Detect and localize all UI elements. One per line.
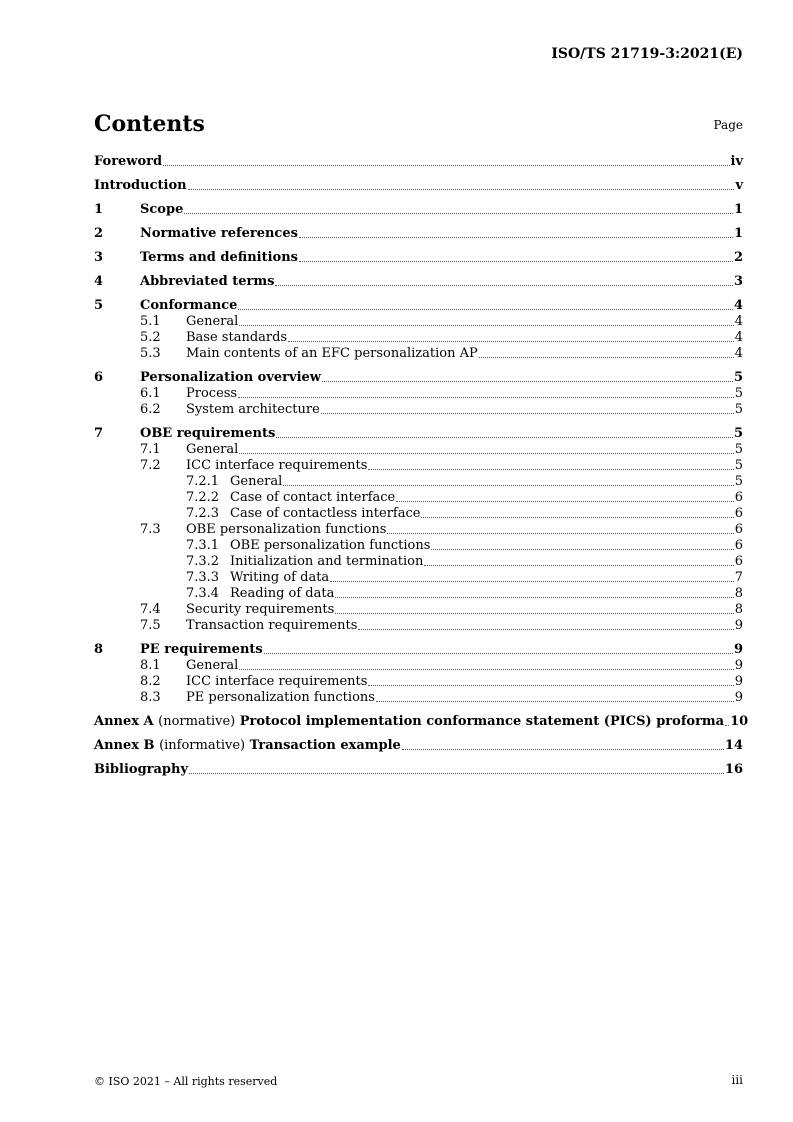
page-number: iii	[731, 1073, 743, 1087]
toc-entry-page: 7	[734, 570, 743, 585]
toc-entry-6-1[interactable]	[94, 386, 743, 402]
toc-entry-7-3[interactable]	[94, 522, 743, 538]
copyright-notice: © ISO 2021 – All rights reserved	[94, 1075, 278, 1088]
toc-entry-page: 4	[734, 346, 743, 361]
toc-entry-6-2[interactable]	[94, 402, 743, 418]
dot-leader	[368, 469, 733, 470]
toc-entry-page: 8	[734, 602, 743, 617]
dot-leader	[431, 549, 733, 550]
toc-entry-title: PE personalization functions	[186, 690, 375, 705]
toc-entry-3[interactable]	[94, 250, 743, 266]
toc-entry-number: 8.1	[140, 658, 161, 673]
toc-entry-page: 5	[733, 426, 743, 441]
dot-leader	[330, 581, 734, 582]
dot-leader	[264, 653, 733, 654]
toc-entry-title: Conformance	[140, 298, 238, 313]
toc-entry-title: Security requirements	[186, 602, 335, 617]
toc-entry-number: 8.2	[140, 674, 161, 689]
toc-entry-foreword[interactable]	[94, 154, 743, 170]
toc-entry-1[interactable]	[94, 202, 743, 218]
toc-entry-title: General	[230, 474, 283, 489]
toc-entry-5[interactable]	[94, 298, 743, 314]
toc-entry-page: 6	[734, 506, 743, 521]
toc-entry-title: ICC interface requirements	[186, 458, 368, 473]
dot-leader	[275, 285, 733, 286]
page-column-label: Page	[713, 118, 743, 132]
toc-entry-5-1[interactable]	[94, 314, 743, 330]
toc-entry-page: 6	[734, 522, 743, 537]
toc-entry-number: 5	[94, 298, 104, 313]
dot-leader	[421, 517, 733, 518]
toc-entry-annex-a[interactable]	[94, 714, 749, 730]
toc-entry-number: 2	[94, 226, 104, 241]
toc-entry-number: 5.1	[140, 314, 161, 329]
toc-entry-7-3-3[interactable]	[94, 570, 743, 586]
toc-entry-page: 4	[734, 330, 743, 345]
toc-entry-page: 8	[734, 586, 743, 601]
dot-leader	[368, 685, 733, 686]
toc-entry-number: 7.2.2	[186, 490, 220, 505]
annex-title: Protocol implementation conformance statement (PICS) proforma	[239, 714, 725, 729]
toc-entry-page: 5	[734, 402, 743, 417]
dot-leader	[239, 669, 733, 670]
toc-entry-7[interactable]	[94, 426, 743, 442]
toc-entry-title: Foreword	[94, 154, 163, 169]
toc-entry-title: Case of contactless interface	[230, 506, 421, 521]
toc-entry-number: 7.3.1	[186, 538, 220, 553]
toc-entry-number: 6.2	[140, 402, 161, 417]
toc-entry-2[interactable]	[94, 226, 743, 242]
dot-leader	[335, 597, 733, 598]
toc-entry-page: iv	[730, 154, 743, 169]
toc-entry-title: OBE requirements	[140, 426, 276, 441]
dot-leader	[188, 189, 735, 190]
toc-entry-title: Initialization and termination	[230, 554, 424, 569]
toc-entry-page: 1	[733, 226, 743, 241]
dot-leader	[335, 613, 733, 614]
dot-leader	[299, 261, 733, 262]
toc-entry-page: 9	[734, 618, 743, 633]
dot-leader	[396, 501, 733, 502]
toc-entry-page: 5	[733, 370, 743, 385]
dot-leader	[424, 565, 733, 566]
toc-entry-8-1[interactable]	[94, 658, 743, 674]
toc-entry-page: v	[735, 178, 743, 193]
toc-entry-4[interactable]	[94, 274, 743, 290]
toc-entry-page: 5	[734, 474, 743, 489]
dot-leader	[358, 629, 733, 630]
toc-entry-8-2[interactable]	[94, 674, 743, 690]
toc-entry-title: Transaction requirements	[186, 618, 358, 633]
dot-leader	[238, 397, 734, 398]
toc-entry-page: 3	[733, 274, 743, 289]
toc-entry-7-1[interactable]	[94, 442, 743, 458]
toc-entry-number: 7.3.4	[186, 586, 220, 601]
toc-entry-page: 16	[724, 762, 743, 777]
toc-entry-title: Normative references	[140, 226, 298, 241]
toc-entry-7-4[interactable]	[94, 602, 743, 618]
toc-entry-title: OBE personalization functions	[186, 522, 387, 537]
dot-leader	[163, 165, 729, 166]
toc-entry-number: 3	[94, 250, 104, 265]
toc-entry-title: Case of contact interface	[230, 490, 396, 505]
dot-leader	[376, 701, 734, 702]
toc-entry-5-3[interactable]	[94, 346, 743, 362]
toc-entry-number: 5.3	[140, 346, 161, 361]
toc-entry-8-3[interactable]	[94, 690, 743, 706]
toc-entry-number: 1	[94, 202, 104, 217]
toc-entry-number: 4	[94, 274, 104, 289]
toc-entry-page: 5	[734, 458, 743, 473]
toc-entry-page: 5	[734, 442, 743, 457]
dot-leader	[299, 237, 733, 238]
dot-leader	[239, 453, 733, 454]
toc-entry-number: 7.4	[140, 602, 161, 617]
toc-entry-page: 4	[733, 298, 743, 313]
toc-entry-title: Personalization overview	[140, 370, 321, 385]
toc-entry-page: 5	[734, 386, 743, 401]
dot-leader	[189, 773, 724, 774]
toc-entry-page: 4	[734, 314, 743, 329]
toc-entry-number: 7.2.1	[186, 474, 220, 489]
toc-entry-title: PE requirements	[140, 642, 263, 657]
toc-entry-page: 10	[730, 714, 749, 729]
toc-entry-number: 7.2	[140, 458, 161, 473]
dot-leader	[725, 725, 729, 726]
dot-leader	[402, 749, 724, 750]
toc-entry-number: 7.5	[140, 618, 161, 633]
toc-entry-7-3-1[interactable]	[94, 538, 743, 554]
toc-entry-number: 8.3	[140, 690, 161, 705]
dot-leader	[184, 213, 733, 214]
toc-entry-6[interactable]	[94, 370, 743, 386]
dot-leader	[283, 485, 733, 486]
toc-entry-title: Process	[186, 386, 238, 401]
dot-leader	[322, 381, 733, 382]
toc-entry-page: 14	[724, 738, 743, 753]
toc-entry-7-3-4[interactable]	[94, 586, 743, 602]
toc-entry-7-2[interactable]	[94, 458, 743, 474]
toc-entry-number: 6.1	[140, 386, 161, 401]
annex-type: (informative)	[159, 738, 246, 753]
document-id: ISO/TS 21719-3:2021(E)	[551, 46, 743, 62]
table-of-contents	[94, 154, 749, 778]
toc-entry-number: 7.1	[140, 442, 161, 457]
dot-leader	[238, 309, 733, 310]
toc-entry-title: Terms and definitions	[140, 250, 298, 265]
toc-entry-page: 1	[733, 202, 743, 217]
dot-leader	[276, 437, 733, 438]
toc-entry-title: Main contents of an EFC personalization AP	[186, 346, 478, 361]
toc-entry-title: Introduction	[94, 178, 187, 193]
toc-entry-7-2-1[interactable]	[94, 474, 743, 490]
toc-entry-introduction[interactable]	[94, 178, 743, 194]
dot-leader	[479, 357, 734, 358]
toc-entry-page: 9	[734, 658, 743, 673]
toc-entry-number: 6	[94, 370, 104, 385]
toc-entry-annex-b[interactable]	[94, 738, 743, 754]
toc-entry-7-5[interactable]	[94, 618, 743, 634]
toc-entry-title: Reading of data	[230, 586, 335, 601]
toc-entry-number: 5.2	[140, 330, 161, 345]
toc-entry-5-2[interactable]	[94, 330, 743, 346]
toc-entry-7-2-2[interactable]	[94, 490, 743, 506]
toc-entry-7-2-3[interactable]	[94, 506, 743, 522]
toc-entry-page: 6	[734, 554, 743, 569]
toc-entry-title: Scope	[140, 202, 184, 217]
toc-entry-title: General	[186, 442, 239, 457]
toc-entry-page: 6	[734, 490, 743, 505]
toc-entry-title: Bibliography	[94, 762, 189, 777]
toc-entry-title	[94, 738, 401, 754]
annex-label: Annex A	[94, 714, 154, 729]
page-title: Contents	[94, 111, 205, 137]
toc-entry-7-3-2[interactable]	[94, 554, 743, 570]
toc-entry-page: 6	[734, 538, 743, 553]
toc-entry-title: Abbreviated terms	[140, 274, 275, 289]
dot-leader	[288, 341, 734, 342]
toc-entry-title: ICC interface requirements	[186, 674, 368, 689]
toc-entry-title: Base standards	[186, 330, 288, 345]
toc-entry-title: General	[186, 658, 239, 673]
toc-entry-number: 7	[94, 426, 104, 441]
toc-entry-title	[94, 714, 724, 730]
toc-entry-page: 9	[733, 642, 743, 657]
toc-entry-title: System architecture	[186, 402, 320, 417]
toc-entry-number: 7.3.3	[186, 570, 220, 585]
toc-entry-title: Writing of data	[230, 570, 330, 585]
dot-leader	[387, 533, 733, 534]
toc-entry-page: 9	[734, 690, 743, 705]
toc-entry-number: 7.3	[140, 522, 161, 537]
dot-leader	[239, 325, 733, 326]
annex-label: Annex B	[94, 738, 155, 753]
toc-entry-title: General	[186, 314, 239, 329]
toc-entry-page: 2	[733, 250, 743, 265]
toc-entry-page: 9	[734, 674, 743, 689]
toc-entry-bibliography[interactable]	[94, 762, 743, 778]
dot-leader	[321, 413, 734, 414]
annex-title: Transaction example	[249, 738, 401, 753]
annex-type: (normative)	[158, 714, 236, 729]
toc-entry-number: 8	[94, 642, 104, 657]
toc-entry-8[interactable]	[94, 642, 743, 658]
toc-entry-title: OBE personalization functions	[230, 538, 431, 553]
toc-entry-number: 7.2.3	[186, 506, 220, 521]
toc-entry-number: 7.3.2	[186, 554, 220, 569]
